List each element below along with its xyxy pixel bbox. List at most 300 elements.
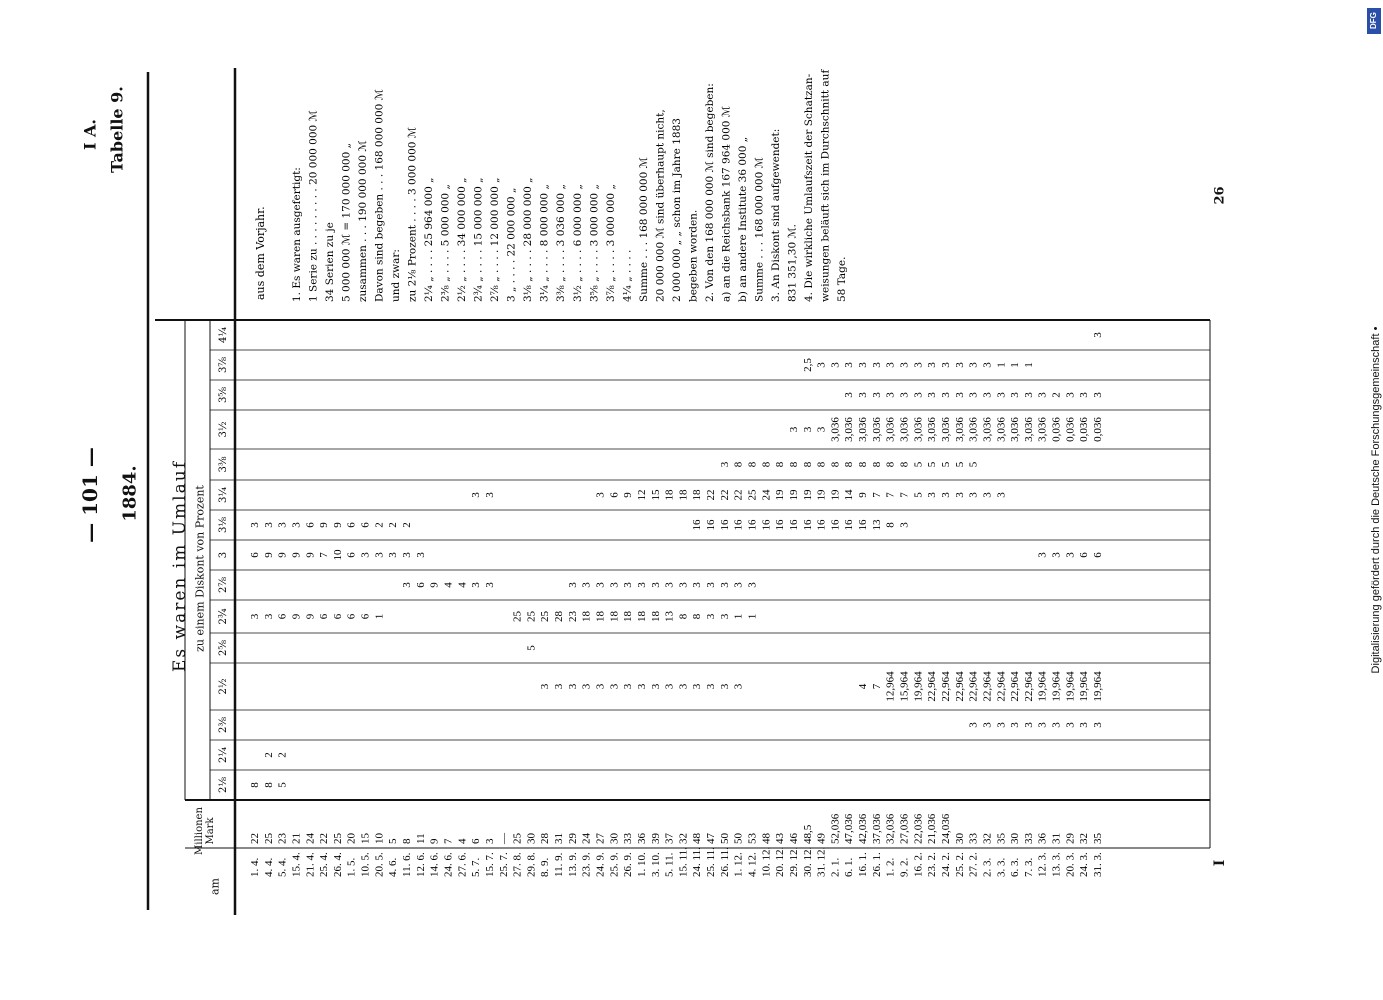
rate-cell: 8 <box>262 782 275 788</box>
rate-cell: 16 <box>815 519 828 531</box>
table-row <box>622 492 634 877</box>
row-date: 3. 10. <box>649 852 662 877</box>
row-date: 21. 4. <box>304 852 317 877</box>
rate-cell: 3 <box>953 492 966 498</box>
row-date: 25. 4. <box>318 852 331 877</box>
rate-cell: 1 <box>1022 362 1035 368</box>
row-million: 25 <box>331 833 344 844</box>
rate-cell: 8 <box>857 461 870 468</box>
rate-cell: 22,964 <box>981 671 994 702</box>
rate-cell: 13 <box>870 519 883 531</box>
rate-cell: 2 <box>401 522 414 528</box>
rate-cell: 3 <box>483 582 496 588</box>
rate-cell: 3 <box>870 392 883 398</box>
row-date: 24. 9. <box>594 852 607 877</box>
row-date: 24. 3. <box>1078 852 1091 877</box>
rate-cell: 19,964 <box>912 671 925 702</box>
rate-cell: 3 <box>801 426 814 433</box>
rate-header: 2⅛ <box>218 776 229 794</box>
table-subtitle: zu einem Diskont von Prozent <box>193 485 207 652</box>
row-date: 20. 12. <box>774 846 787 877</box>
row-date: 25. 7. <box>497 852 510 877</box>
rate-header: 3⅛ <box>218 516 229 534</box>
table-row <box>567 582 579 877</box>
note-line: 2½ „ . . . . 34 000 000 „ <box>456 177 469 302</box>
table-row <box>636 490 648 878</box>
row-date: 11. 9. <box>553 852 566 877</box>
row-date: 8. 9. <box>539 857 552 877</box>
rate-cell: 23 <box>566 611 579 622</box>
table-row <box>470 492 482 877</box>
row-date: 14. 6. <box>428 852 441 877</box>
row-million: 47,036 <box>843 813 856 844</box>
row-date: 16. 2. <box>912 852 925 877</box>
rate-cell: 3 <box>1050 552 1063 558</box>
rate-cell: 3 <box>262 522 275 528</box>
row-date: 24. 2. <box>939 852 952 877</box>
row-date: 1. 4. <box>249 857 261 877</box>
rate-cell: 4 <box>456 582 469 588</box>
rate-cell: 3 <box>1050 722 1063 728</box>
rate-cell: 22,964 <box>995 671 1008 702</box>
rate-cell: 14 <box>843 489 856 501</box>
rate-cell: 8 <box>774 461 787 468</box>
rate-cell: 8 <box>691 613 704 620</box>
rate-cell: 3 <box>829 362 842 368</box>
row-date: 24. 6. <box>442 852 455 877</box>
rate-cell: 3 <box>594 582 607 588</box>
rate-cell: 6 <box>345 613 358 620</box>
note-line: 2. Von den 168 000 000 ℳ sind begeben: <box>703 83 716 302</box>
rate-cell: 8 <box>815 461 828 468</box>
note-line: 2 000 000 „ „ schon im Jahre 1883 <box>670 118 683 302</box>
table-row <box>788 426 800 877</box>
note-line: 58 Tage. <box>836 256 848 302</box>
row-million: — <box>497 833 510 844</box>
rate-cell: 8 <box>884 461 897 468</box>
rate-cell: 0,036 <box>1092 417 1104 442</box>
table-row <box>512 611 524 878</box>
rate-cell: 9 <box>622 492 635 498</box>
row-million: 8 <box>401 838 414 844</box>
table-row <box>415 552 427 877</box>
rate-cell: 3 <box>884 392 897 398</box>
rate-cell: 3,036 <box>967 417 980 442</box>
table-row <box>332 522 344 877</box>
rate-cell: 9 <box>290 552 303 558</box>
row-million: 37,036 <box>870 813 883 844</box>
rate-cell: 3 <box>898 362 911 368</box>
rate-cell: 22,964 <box>926 671 939 702</box>
row-date: 3. 3. <box>995 857 1008 877</box>
row-date: 24. 11. <box>691 847 704 877</box>
rate-cell: 16 <box>829 519 842 531</box>
note-line: 3⅞ „ . . . . 3 000 000 „ <box>604 184 617 302</box>
rate-cell: 3 <box>580 582 593 588</box>
table-row <box>346 522 358 877</box>
note-line: Summe . . . 168 000 000 ℳ <box>753 157 766 302</box>
rate-cell: 25 <box>539 611 552 622</box>
rate-cell: 3,036 <box>884 417 897 442</box>
rate-header: 3¼ <box>218 486 229 504</box>
row-million: 37 <box>663 833 676 844</box>
row-million: 3 <box>483 838 496 844</box>
table-row <box>677 489 689 877</box>
rate-cell: 3 <box>967 722 980 728</box>
rate-cell: 6 <box>359 522 372 528</box>
table-row <box>1051 392 1063 877</box>
note-line: 1 Serie zu . . . . . . . . . 20 000 000 ℳ <box>307 110 320 302</box>
note-line: 2¾ „ . . . . 15 000 000 „ <box>472 177 485 302</box>
rate-cell: 8 <box>760 461 773 468</box>
row-million: 4 <box>456 838 469 844</box>
row-date: 16. 1. <box>857 852 870 877</box>
row-million: 10 <box>373 833 386 844</box>
row-million: 49 <box>815 833 828 844</box>
rate-cell: 3 <box>705 582 718 588</box>
rate-cell: 8 <box>787 461 800 468</box>
row-date: 11. 6. <box>401 852 414 877</box>
row-date: 4. 4. <box>262 857 275 877</box>
rate-cell: 3 <box>594 683 607 690</box>
note-line: 2¼ „ . . . . 25 964 000 „ <box>423 177 436 302</box>
rate-cell: 3 <box>898 522 911 528</box>
rate-cell: 3 <box>566 683 579 690</box>
rate-cell: 3 <box>622 582 635 588</box>
rate-cell: 5 <box>926 461 939 468</box>
row-million: 21 <box>290 833 303 844</box>
table-row <box>1092 332 1104 877</box>
row-date: 29. 12. <box>787 846 800 877</box>
row-million: 46 <box>787 833 800 844</box>
rate-cell: 8 <box>870 461 883 468</box>
table-headers <box>218 327 229 793</box>
note-line: 2⅜ „ . . . . 5 000 000 „ <box>439 184 452 302</box>
rate-cell: 2,5 <box>801 358 814 372</box>
rate-header: 2⅜ <box>218 716 229 734</box>
rate-cell: 5 <box>939 461 952 468</box>
row-date: 25. 2. <box>953 852 966 877</box>
row-million: 9 <box>428 838 441 844</box>
row-million: 15 <box>359 833 372 844</box>
table-row <box>719 461 731 877</box>
row-million: 21,036 <box>926 813 939 844</box>
note-line: 20 000 000 ℳ sind überhaupt nicht, <box>654 109 667 302</box>
row-million: 25 <box>511 833 524 844</box>
rate-cell: 6 <box>1092 552 1104 558</box>
table-row <box>553 611 565 878</box>
rate-cell: 9 <box>290 613 303 620</box>
note-line: 3⅜ „ . . . . 3 036 000 „ <box>555 184 568 302</box>
row-million: 32 <box>1078 833 1091 844</box>
rate-cell: 5 <box>912 461 925 468</box>
row-million: 24 <box>580 833 593 844</box>
rate-cell: 3 <box>898 392 911 398</box>
row-million: 27,036 <box>898 813 911 844</box>
row-million: 47 <box>705 833 718 844</box>
row-date: 31. 3. <box>1092 852 1104 877</box>
row-date: 26. 11. <box>718 847 731 877</box>
rate-cell: 3 <box>815 362 828 368</box>
rate-cell: 3 <box>401 552 414 558</box>
table-row <box>1037 392 1049 877</box>
rate-cell: 19,964 <box>1092 671 1104 702</box>
rate-cell: 1 <box>995 362 1008 368</box>
note-line: zusammen . . . 190 000 000 ℳ <box>357 140 370 302</box>
table-title: Es waren im Umlauf <box>170 460 190 672</box>
rate-cell: 19,964 <box>1050 671 1063 702</box>
table-body <box>249 332 1104 877</box>
row-date: 10. 5. <box>359 852 372 877</box>
rate-cell: 3 <box>939 392 952 398</box>
rate-cell: 3 <box>249 613 261 620</box>
row-date: 26. 4. <box>331 852 344 877</box>
rate-cell: 3 <box>732 683 745 690</box>
rate-header: 3⅝ <box>218 386 229 404</box>
row-date: 4. 6. <box>387 857 400 877</box>
rate-cell: 3 <box>926 492 939 498</box>
row-date: 15. 11. <box>677 847 690 877</box>
note-line: a) an die Reichsbank 167 964 000 ℳ <box>720 105 733 302</box>
rate-cell: 18 <box>635 611 648 622</box>
rate-cell: 3 <box>373 552 386 558</box>
row-date: 2. 1. <box>829 857 842 877</box>
table-row <box>387 522 399 877</box>
rate-cell: 3 <box>1036 552 1049 558</box>
rate-cell: 3 <box>635 683 648 690</box>
rate-cell: 18 <box>594 611 607 622</box>
rate-cell: 5 <box>953 461 966 468</box>
rate-header: 2½ <box>218 678 229 695</box>
rate-cell: 6 <box>359 613 372 620</box>
row-million: 50 <box>718 833 731 844</box>
table-row <box>581 582 593 877</box>
rate-cell: 22 <box>718 489 731 501</box>
rate-cell: 3 <box>594 492 607 498</box>
rate-cell: 3 <box>1078 722 1091 728</box>
rate-cell: 3 <box>926 392 939 398</box>
rate-cell: 8 <box>732 461 745 468</box>
rate-cell: 7 <box>870 492 883 498</box>
rate-cell: 3 <box>663 683 676 690</box>
rate-cell: 9 <box>276 552 289 558</box>
row-date: 5. 7. <box>470 857 483 877</box>
row-date: 1. 10. <box>635 852 648 877</box>
row-million: 48 <box>691 833 704 844</box>
rate-cell: 22,964 <box>1022 671 1035 702</box>
row-date: 20. 3. <box>1064 852 1077 877</box>
rate-cell: 6 <box>608 492 621 498</box>
rate-cell: 3 <box>1036 722 1049 728</box>
rate-header: 2⅝ <box>218 639 229 657</box>
rate-cell: 19 <box>801 489 814 501</box>
rate-cell: 15,964 <box>898 671 911 702</box>
rate-cell: 6 <box>304 522 317 528</box>
rate-cell: 3 <box>677 683 690 690</box>
rate-cell: 19,964 <box>1036 671 1049 702</box>
rate-cell: 6 <box>345 552 358 558</box>
note-line: Davon sind begeben . . . 168 000 000 ℳ <box>373 89 386 302</box>
rate-cell: 3,036 <box>1022 417 1035 442</box>
row-million: 11 <box>414 833 427 844</box>
rate-cell: 3 <box>553 683 566 690</box>
rate-cell: 3 <box>857 362 870 368</box>
table-row <box>304 522 316 877</box>
rate-cell: 6 <box>249 552 261 558</box>
rate-cell: 5 <box>525 645 538 651</box>
rate-cell: 3 <box>1078 392 1091 398</box>
rate-cell: 8 <box>884 522 897 528</box>
rate-cell: 22,964 <box>939 671 952 702</box>
row-million: 22 <box>249 833 261 844</box>
rate-cell: 2 <box>387 522 400 528</box>
rate-cell: 6 <box>345 522 358 528</box>
rate-cell: 3 <box>262 613 275 620</box>
rate-cell: 19 <box>829 489 842 501</box>
rate-cell: 3,036 <box>870 417 883 442</box>
rate-cell: 3 <box>787 426 800 433</box>
row-million: 52,036 <box>829 813 842 844</box>
rate-cell: 3 <box>953 362 966 368</box>
rate-cell: 3 <box>926 362 939 368</box>
rate-cell: 3 <box>981 392 994 398</box>
row-date: 6. 3. <box>1009 857 1022 877</box>
rate-cell: 1 <box>732 613 745 620</box>
row-million: 27 <box>594 833 607 844</box>
rate-cell: 4 <box>442 582 455 588</box>
rate-cell: 3,036 <box>995 417 1008 442</box>
row-million: 31 <box>1050 833 1063 844</box>
rate-cell: 18 <box>649 611 662 622</box>
rate-cell: 3,036 <box>912 417 925 442</box>
rate-cell: 3 <box>276 522 289 528</box>
row-date: 13. 3. <box>1050 852 1063 877</box>
rate-cell: 3,036 <box>953 417 966 442</box>
row-date: 6. 1. <box>843 857 856 877</box>
rate-cell: 3,036 <box>1009 417 1022 442</box>
rate-cell: 3 <box>691 683 704 690</box>
row-date: 12. 6. <box>414 852 427 877</box>
row-date: 31. 12. <box>815 846 828 877</box>
rate-cell: 3 <box>483 492 496 498</box>
rate-cell: 3 <box>635 582 648 588</box>
rate-cell: 3 <box>967 392 980 398</box>
row-million: 22,036 <box>912 813 925 844</box>
rate-cell: 5 <box>912 492 925 498</box>
row-date: 5. 4. <box>276 857 289 877</box>
rate-cell: 3 <box>539 683 552 690</box>
rate-cell: 25 <box>746 489 759 501</box>
rate-cell: 3 <box>995 722 1008 728</box>
table-row <box>401 522 413 877</box>
row-million: 50 <box>732 833 745 844</box>
table-row <box>318 522 330 877</box>
rate-cell: 16 <box>746 519 759 531</box>
rate-cell: 3 <box>953 392 966 398</box>
rate-cell: 0,036 <box>1064 417 1077 442</box>
rate-cell: 2 <box>276 752 289 758</box>
rate-cell: 3,036 <box>926 417 939 442</box>
rate-cell: 3 <box>1092 392 1104 398</box>
rate-cell: 3 <box>843 392 856 398</box>
rate-cell: 3 <box>359 552 372 558</box>
row-date: 1. 5. <box>345 857 358 877</box>
rate-header: 2⅞ <box>218 576 229 594</box>
rate-cell: 3,036 <box>981 417 994 442</box>
rate-cell: 3 <box>967 362 980 368</box>
table-row <box>1064 392 1076 877</box>
row-date: 25. 9. <box>608 852 621 877</box>
row-million: 43 <box>774 833 787 844</box>
row-date: 2. 3. <box>981 857 994 877</box>
rate-cell: 3 <box>1036 392 1049 398</box>
row-million: 35 <box>995 833 1008 844</box>
dfg-logo: DFG <box>1367 8 1381 34</box>
rate-cell: 3 <box>249 522 261 528</box>
table-row <box>608 492 620 877</box>
rate-cell: 18 <box>580 611 593 622</box>
rate-cell: 1 <box>373 613 386 620</box>
rate-cell: 6 <box>276 613 289 620</box>
table-row <box>484 492 496 877</box>
rate-cell: 3 <box>912 362 925 368</box>
rate-cell: 3 <box>843 362 856 368</box>
row-million: 33 <box>967 833 980 844</box>
rate-cell: 15 <box>649 489 662 501</box>
rate-cell: 19,964 <box>1078 671 1091 702</box>
rate-cell: 3 <box>857 392 870 398</box>
row-million: 20 <box>345 833 358 844</box>
rate-cell: 16 <box>732 519 745 531</box>
row-million: 48 <box>760 833 773 844</box>
rate-cell: 8 <box>898 461 911 468</box>
rate-cell: 16 <box>801 519 814 531</box>
section-label: I A. <box>80 118 100 151</box>
table-row <box>373 522 385 877</box>
note-line: 4¼ „ . . . . <box>621 249 634 302</box>
rate-cell: 3 <box>718 582 731 588</box>
rate-header: 3⅜ <box>218 456 229 473</box>
row-million: 24,036 <box>939 813 952 844</box>
row-million: 32 <box>981 833 994 844</box>
rate-cell: 3 <box>995 492 1008 498</box>
rate-cell: 3 <box>1064 552 1077 558</box>
rate-cell: 3 <box>663 582 676 588</box>
rate-cell: 3 <box>387 552 400 558</box>
rate-cell: 3 <box>718 683 731 690</box>
table-row <box>747 461 759 877</box>
rate-cell: 22,964 <box>953 671 966 702</box>
rate-cell: 18 <box>663 489 676 501</box>
rate-cell: 18 <box>691 489 704 501</box>
row-million: 53 <box>746 833 759 844</box>
row-million: 48,5 <box>801 824 814 844</box>
row-million: 42,036 <box>857 813 870 844</box>
rate-cell: 3 <box>912 392 925 398</box>
rate-cell: 2 <box>262 752 275 758</box>
row-date: 27. 8. <box>511 852 524 877</box>
rate-cell: 3 <box>401 582 414 588</box>
rate-cell: 3 <box>718 613 731 620</box>
row-million: 30 <box>1009 833 1022 844</box>
rate-cell: 3,036 <box>843 417 856 442</box>
rate-cell: 22,964 <box>1009 671 1022 702</box>
rate-header: 3 <box>218 551 229 559</box>
table-row <box>456 582 468 877</box>
rate-cell: 16 <box>705 519 718 531</box>
rate-cell: 6 <box>1078 552 1091 558</box>
rate-header: 4¼ <box>218 326 229 344</box>
